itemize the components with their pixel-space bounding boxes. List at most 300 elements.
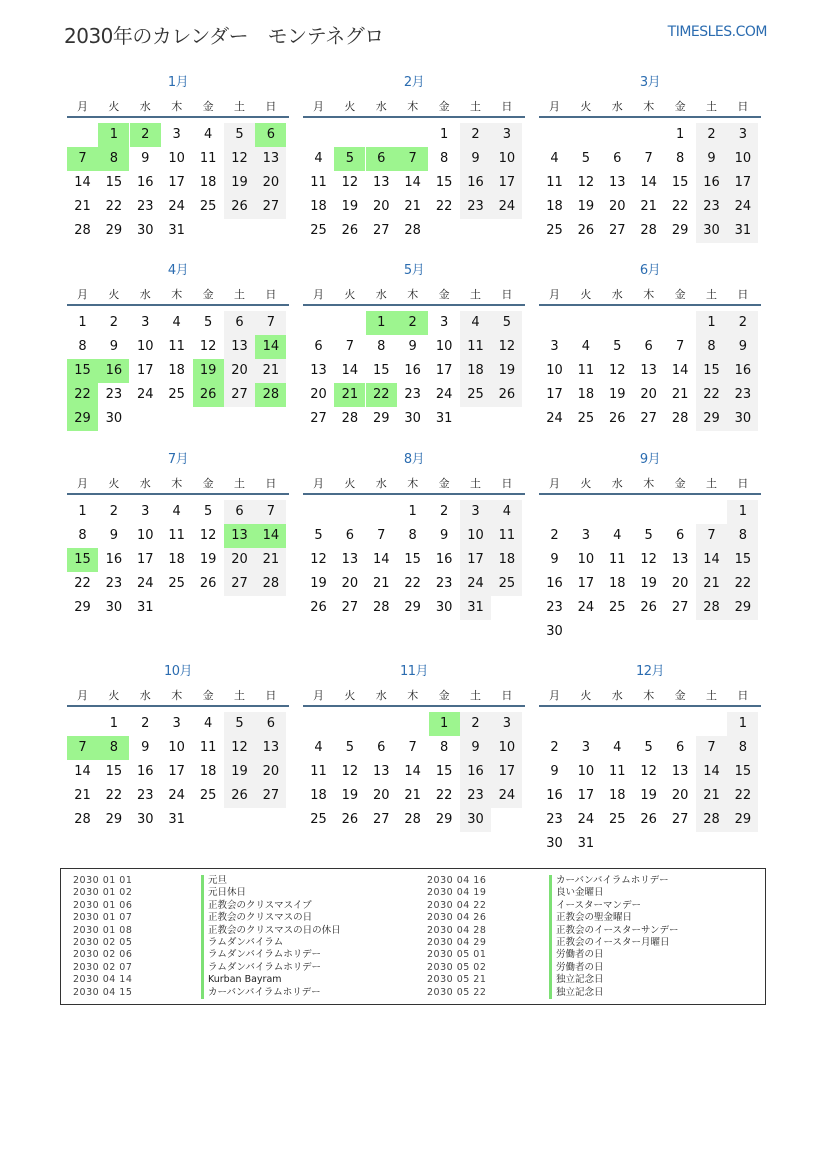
- day-cell[interactable]: 25: [310, 223, 327, 238]
- day-cell[interactable]: 5: [644, 528, 653, 543]
- day-cell[interactable]: 22: [727, 572, 758, 596]
- day-cell[interactable]: 29: [105, 812, 123, 827]
- day-cell[interactable]: 28: [255, 572, 286, 596]
- day-cell[interactable]: 23: [105, 387, 123, 402]
- day-cell[interactable]: 18: [491, 548, 522, 572]
- day-cell[interactable]: 22: [727, 784, 758, 808]
- day-cell[interactable]: 13: [671, 552, 689, 567]
- day-cell[interactable]: 17: [435, 363, 453, 378]
- day-cell[interactable]: 18: [577, 387, 595, 402]
- day-cell[interactable]: 2: [727, 311, 758, 335]
- day-cell[interactable]: 28: [404, 223, 421, 238]
- day-cell[interactable]: 26: [199, 576, 217, 591]
- day-cell[interactable]: 24: [137, 576, 154, 591]
- day-cell[interactable]: 9: [109, 339, 119, 354]
- day-cell[interactable]: 15: [105, 764, 123, 779]
- day-cell[interactable]: 29: [373, 411, 390, 426]
- day-cell[interactable]: 27: [640, 411, 657, 426]
- day-cell[interactable]: 13: [341, 552, 359, 567]
- day-cell[interactable]: 25: [546, 223, 563, 238]
- day-cell[interactable]: 10: [577, 764, 595, 779]
- day-cell[interactable]: 12: [491, 335, 522, 359]
- day-cell[interactable]: 9: [696, 147, 727, 171]
- day-cell[interactable]: 7: [377, 528, 386, 543]
- day-cell[interactable]: 21: [74, 199, 91, 214]
- day-cell[interactable]: 10: [137, 339, 154, 354]
- day-cell[interactable]: 5: [581, 151, 591, 166]
- day-cell[interactable]: 16: [105, 552, 123, 567]
- day-cell[interactable]: 24: [577, 600, 595, 615]
- day-cell[interactable]: 23: [435, 576, 453, 591]
- day-cell[interactable]: 12: [199, 528, 217, 543]
- holiday-day-cell[interactable]: 13: [224, 524, 255, 548]
- day-cell[interactable]: 1: [439, 127, 449, 142]
- day-cell[interactable]: 1: [109, 716, 119, 731]
- day-cell[interactable]: 13: [373, 764, 390, 779]
- day-cell[interactable]: 29: [105, 223, 123, 238]
- day-cell[interactable]: 8: [408, 528, 417, 543]
- day-cell[interactable]: 15: [435, 175, 453, 190]
- day-cell[interactable]: 27: [255, 195, 286, 219]
- day-cell[interactable]: 5: [224, 712, 255, 736]
- holiday-day-cell[interactable]: 5: [334, 147, 365, 171]
- day-cell[interactable]: 1: [408, 504, 417, 519]
- day-cell[interactable]: 30: [460, 808, 491, 832]
- day-cell[interactable]: 26: [577, 223, 595, 238]
- day-cell[interactable]: 12: [341, 764, 359, 779]
- holiday-day-cell[interactable]: 8: [98, 736, 129, 760]
- day-cell[interactable]: 28: [404, 812, 421, 827]
- day-cell[interactable]: 4: [203, 716, 213, 731]
- day-cell[interactable]: 11: [168, 528, 185, 543]
- day-cell[interactable]: 3: [141, 315, 150, 330]
- day-cell[interactable]: 12: [199, 339, 217, 354]
- day-cell[interactable]: 3: [491, 712, 522, 736]
- holiday-day-cell[interactable]: 21: [334, 383, 365, 407]
- day-cell[interactable]: 21: [404, 199, 421, 214]
- day-cell[interactable]: 10: [168, 740, 185, 755]
- day-cell[interactable]: 14: [341, 363, 359, 378]
- day-cell[interactable]: 9: [439, 528, 449, 543]
- day-cell[interactable]: 23: [546, 812, 563, 827]
- day-cell[interactable]: 5: [314, 528, 323, 543]
- day-cell[interactable]: 3: [439, 315, 449, 330]
- day-cell[interactable]: 25: [460, 383, 491, 407]
- day-cell[interactable]: 4: [314, 151, 323, 166]
- day-cell[interactable]: 4: [550, 151, 559, 166]
- day-cell[interactable]: 2: [550, 528, 559, 543]
- day-cell[interactable]: 29: [727, 808, 758, 832]
- holiday-day-cell[interactable]: 15: [67, 359, 98, 383]
- day-cell[interactable]: 24: [168, 788, 185, 803]
- day-cell[interactable]: 7: [255, 500, 286, 524]
- day-cell[interactable]: 17: [168, 764, 185, 779]
- day-cell[interactable]: 4: [460, 311, 491, 335]
- day-cell[interactable]: 2: [439, 504, 449, 519]
- day-cell[interactable]: 4: [172, 504, 181, 519]
- day-cell[interactable]: 13: [609, 175, 626, 190]
- day-cell[interactable]: 21: [255, 548, 286, 572]
- day-cell[interactable]: 9: [460, 147, 491, 171]
- day-cell[interactable]: 16: [546, 576, 563, 591]
- day-cell[interactable]: 15: [105, 175, 123, 190]
- day-cell[interactable]: 31: [577, 836, 595, 851]
- day-cell[interactable]: 15: [435, 764, 453, 779]
- holiday-day-cell[interactable]: 8: [98, 147, 129, 171]
- day-cell[interactable]: 7: [644, 151, 653, 166]
- day-cell[interactable]: 7: [675, 339, 685, 354]
- day-cell[interactable]: 12: [310, 552, 327, 567]
- day-cell[interactable]: 19: [224, 760, 255, 784]
- day-cell[interactable]: 19: [577, 199, 595, 214]
- holiday-day-cell[interactable]: 1: [98, 123, 129, 147]
- day-cell[interactable]: 20: [671, 788, 689, 803]
- day-cell[interactable]: 22: [435, 199, 453, 214]
- day-cell[interactable]: 31: [168, 812, 185, 827]
- day-cell[interactable]: 12: [224, 147, 255, 171]
- day-cell[interactable]: 13: [671, 764, 689, 779]
- day-cell[interactable]: 8: [727, 524, 758, 548]
- day-cell[interactable]: 28: [373, 600, 390, 615]
- day-cell[interactable]: 4: [172, 315, 181, 330]
- day-cell[interactable]: 28: [74, 812, 91, 827]
- day-cell[interactable]: 26: [640, 600, 657, 615]
- day-cell[interactable]: 26: [224, 195, 255, 219]
- day-cell[interactable]: 26: [341, 223, 359, 238]
- day-cell[interactable]: 23: [696, 195, 727, 219]
- day-cell[interactable]: 11: [546, 175, 563, 190]
- day-cell[interactable]: 27: [224, 572, 255, 596]
- day-cell[interactable]: 16: [435, 552, 453, 567]
- day-cell[interactable]: 27: [373, 223, 390, 238]
- day-cell[interactable]: 27: [373, 812, 390, 827]
- day-cell[interactable]: 17: [727, 171, 758, 195]
- day-cell[interactable]: 28: [696, 596, 727, 620]
- day-cell[interactable]: 8: [727, 736, 758, 760]
- holiday-day-cell[interactable]: 1: [366, 311, 397, 335]
- holiday-day-cell[interactable]: 29: [67, 407, 98, 431]
- day-cell[interactable]: 16: [727, 359, 758, 383]
- day-cell[interactable]: 27: [224, 383, 255, 407]
- day-cell[interactable]: 24: [546, 411, 563, 426]
- day-cell[interactable]: 10: [491, 736, 522, 760]
- day-cell[interactable]: 28: [696, 808, 727, 832]
- day-cell[interactable]: 16: [696, 171, 727, 195]
- day-cell[interactable]: 24: [168, 199, 185, 214]
- day-cell[interactable]: 21: [696, 572, 727, 596]
- day-cell[interactable]: 10: [137, 528, 154, 543]
- day-cell[interactable]: 12: [577, 175, 595, 190]
- day-cell[interactable]: 9: [141, 151, 150, 166]
- day-cell[interactable]: 23: [105, 576, 123, 591]
- day-cell[interactable]: 2: [109, 504, 119, 519]
- day-cell[interactable]: 20: [373, 788, 390, 803]
- day-cell[interactable]: 23: [460, 784, 491, 808]
- day-cell[interactable]: 14: [74, 764, 91, 779]
- day-cell[interactable]: 31: [460, 596, 491, 620]
- day-cell[interactable]: 1: [78, 504, 87, 519]
- day-cell[interactable]: 30: [404, 411, 421, 426]
- holiday-day-cell[interactable]: 14: [255, 524, 286, 548]
- day-cell[interactable]: 3: [491, 123, 522, 147]
- day-cell[interactable]: 27: [310, 411, 327, 426]
- day-cell[interactable]: 16: [460, 171, 491, 195]
- day-cell[interactable]: 13: [255, 736, 286, 760]
- day-cell[interactable]: 30: [727, 407, 758, 431]
- day-cell[interactable]: 23: [460, 195, 491, 219]
- day-cell[interactable]: 5: [491, 311, 522, 335]
- day-cell[interactable]: 8: [675, 151, 685, 166]
- day-cell[interactable]: 28: [640, 223, 657, 238]
- day-cell[interactable]: 20: [224, 359, 255, 383]
- day-cell[interactable]: 28: [74, 223, 91, 238]
- day-cell[interactable]: 23: [137, 788, 154, 803]
- day-cell[interactable]: 12: [609, 363, 626, 378]
- day-cell[interactable]: 7: [408, 740, 417, 755]
- day-cell[interactable]: 11: [460, 335, 491, 359]
- day-cell[interactable]: 2: [550, 740, 559, 755]
- holiday-day-cell[interactable]: 7: [397, 147, 428, 171]
- day-cell[interactable]: 11: [199, 151, 217, 166]
- day-cell[interactable]: 6: [224, 500, 255, 524]
- day-cell[interactable]: 7: [696, 524, 727, 548]
- day-cell[interactable]: 24: [577, 812, 595, 827]
- holiday-day-cell[interactable]: 6: [255, 123, 286, 147]
- day-cell[interactable]: 24: [491, 784, 522, 808]
- day-cell[interactable]: 27: [609, 223, 626, 238]
- day-cell[interactable]: 30: [137, 223, 154, 238]
- day-cell[interactable]: 3: [460, 500, 491, 524]
- day-cell[interactable]: 17: [491, 171, 522, 195]
- day-cell[interactable]: 3: [550, 339, 559, 354]
- day-cell[interactable]: 2: [141, 716, 150, 731]
- day-cell[interactable]: 24: [137, 387, 154, 402]
- day-cell[interactable]: 25: [577, 411, 595, 426]
- day-cell[interactable]: 20: [255, 171, 286, 195]
- day-cell[interactable]: 23: [137, 199, 154, 214]
- day-cell[interactable]: 5: [203, 315, 213, 330]
- day-cell[interactable]: 20: [671, 576, 689, 591]
- day-cell[interactable]: 18: [168, 552, 185, 567]
- day-cell[interactable]: 11: [168, 339, 185, 354]
- day-cell[interactable]: 31: [435, 411, 453, 426]
- day-cell[interactable]: 8: [78, 528, 87, 543]
- day-cell[interactable]: 7: [345, 339, 355, 354]
- day-cell[interactable]: 19: [609, 387, 626, 402]
- day-cell[interactable]: 5: [644, 740, 653, 755]
- day-cell[interactable]: 4: [491, 500, 522, 524]
- day-cell[interactable]: 9: [408, 339, 417, 354]
- day-cell[interactable]: 24: [727, 195, 758, 219]
- day-cell[interactable]: 5: [345, 740, 355, 755]
- day-cell[interactable]: 12: [341, 175, 359, 190]
- day-cell[interactable]: 6: [314, 339, 323, 354]
- day-cell[interactable]: 4: [314, 740, 323, 755]
- day-cell[interactable]: 22: [74, 576, 91, 591]
- day-cell[interactable]: 6: [255, 712, 286, 736]
- day-cell[interactable]: 19: [341, 788, 359, 803]
- holiday-day-cell[interactable]: 22: [366, 383, 397, 407]
- day-cell[interactable]: 11: [310, 764, 327, 779]
- day-cell[interactable]: 18: [460, 359, 491, 383]
- day-cell[interactable]: 4: [613, 740, 622, 755]
- day-cell[interactable]: 25: [491, 572, 522, 596]
- day-cell[interactable]: 8: [439, 151, 449, 166]
- day-cell[interactable]: 17: [137, 552, 154, 567]
- day-cell[interactable]: 11: [310, 175, 327, 190]
- day-cell[interactable]: 15: [671, 175, 689, 190]
- day-cell[interactable]: 30: [435, 600, 453, 615]
- day-cell[interactable]: 13: [224, 335, 255, 359]
- day-cell[interactable]: 6: [644, 339, 653, 354]
- day-cell[interactable]: 25: [199, 199, 217, 214]
- day-cell[interactable]: 5: [613, 339, 622, 354]
- day-cell[interactable]: 17: [546, 387, 563, 402]
- day-cell[interactable]: 18: [546, 199, 563, 214]
- holiday-day-cell[interactable]: 6: [366, 147, 397, 171]
- day-cell[interactable]: 23: [404, 387, 421, 402]
- day-cell[interactable]: 3: [727, 123, 758, 147]
- day-cell[interactable]: 19: [341, 199, 359, 214]
- day-cell[interactable]: 27: [671, 600, 689, 615]
- day-cell[interactable]: 15: [727, 760, 758, 784]
- day-cell[interactable]: 6: [613, 151, 622, 166]
- day-cell[interactable]: 29: [696, 407, 727, 431]
- day-cell[interactable]: 21: [74, 788, 91, 803]
- day-cell[interactable]: 30: [105, 600, 123, 615]
- day-cell[interactable]: 18: [168, 363, 185, 378]
- day-cell[interactable]: 26: [341, 812, 359, 827]
- day-cell[interactable]: 5: [203, 504, 213, 519]
- day-cell[interactable]: 16: [404, 363, 421, 378]
- day-cell[interactable]: 29: [435, 812, 453, 827]
- day-cell[interactable]: 15: [373, 363, 390, 378]
- day-cell[interactable]: 10: [435, 339, 453, 354]
- day-cell[interactable]: 12: [224, 736, 255, 760]
- day-cell[interactable]: 26: [224, 784, 255, 808]
- day-cell[interactable]: 25: [609, 812, 626, 827]
- day-cell[interactable]: 18: [310, 788, 327, 803]
- day-cell[interactable]: 10: [491, 147, 522, 171]
- day-cell[interactable]: 14: [696, 760, 727, 784]
- day-cell[interactable]: 24: [491, 195, 522, 219]
- day-cell[interactable]: 21: [671, 387, 689, 402]
- day-cell[interactable]: 8: [439, 740, 449, 755]
- day-cell[interactable]: 3: [172, 716, 181, 731]
- day-cell[interactable]: 11: [199, 740, 217, 755]
- day-cell[interactable]: 23: [727, 383, 758, 407]
- day-cell[interactable]: 8: [78, 339, 87, 354]
- day-cell[interactable]: 3: [141, 504, 150, 519]
- day-cell[interactable]: 17: [460, 548, 491, 572]
- day-cell[interactable]: 26: [609, 411, 626, 426]
- day-cell[interactable]: 4: [581, 339, 591, 354]
- day-cell[interactable]: 4: [203, 127, 213, 142]
- holiday-day-cell[interactable]: 14: [255, 335, 286, 359]
- day-cell[interactable]: 25: [168, 576, 185, 591]
- day-cell[interactable]: 24: [460, 572, 491, 596]
- day-cell[interactable]: 2: [460, 123, 491, 147]
- day-cell[interactable]: 27: [255, 784, 286, 808]
- day-cell[interactable]: 24: [435, 387, 453, 402]
- day-cell[interactable]: 6: [675, 740, 685, 755]
- day-cell[interactable]: 30: [105, 411, 123, 426]
- day-cell[interactable]: 22: [696, 383, 727, 407]
- day-cell[interactable]: 19: [640, 576, 657, 591]
- day-cell[interactable]: 22: [671, 199, 689, 214]
- day-cell[interactable]: 30: [696, 219, 727, 243]
- day-cell[interactable]: 16: [460, 760, 491, 784]
- day-cell[interactable]: 26: [491, 383, 522, 407]
- holiday-day-cell[interactable]: 15: [67, 548, 98, 572]
- day-cell[interactable]: 10: [546, 363, 563, 378]
- day-cell[interactable]: 21: [373, 576, 390, 591]
- day-cell[interactable]: 29: [727, 596, 758, 620]
- day-cell[interactable]: 17: [577, 576, 595, 591]
- holiday-day-cell[interactable]: 16: [98, 359, 129, 383]
- day-cell[interactable]: 6: [675, 528, 685, 543]
- day-cell[interactable]: 13: [640, 363, 657, 378]
- day-cell[interactable]: 30: [546, 624, 563, 639]
- day-cell[interactable]: 11: [609, 764, 626, 779]
- brand-logo-text[interactable]: TIMESLES.COM: [667, 24, 767, 40]
- day-cell[interactable]: 25: [168, 387, 185, 402]
- day-cell[interactable]: 10: [168, 151, 185, 166]
- day-cell[interactable]: 16: [137, 764, 154, 779]
- day-cell[interactable]: 12: [640, 764, 657, 779]
- day-cell[interactable]: 20: [373, 199, 390, 214]
- day-cell[interactable]: 17: [491, 760, 522, 784]
- day-cell[interactable]: 9: [550, 764, 559, 779]
- day-cell[interactable]: 10: [460, 524, 491, 548]
- day-cell[interactable]: 3: [581, 528, 591, 543]
- day-cell[interactable]: 10: [727, 147, 758, 171]
- holiday-day-cell[interactable]: 2: [130, 123, 161, 147]
- holiday-day-cell[interactable]: 26: [193, 383, 224, 407]
- day-cell[interactable]: 30: [137, 812, 154, 827]
- day-cell[interactable]: 15: [727, 548, 758, 572]
- day-cell[interactable]: 4: [613, 528, 622, 543]
- day-cell[interactable]: 25: [199, 788, 217, 803]
- day-cell[interactable]: 2: [460, 712, 491, 736]
- day-cell[interactable]: 28: [341, 411, 359, 426]
- day-cell[interactable]: 18: [609, 788, 626, 803]
- day-cell[interactable]: 17: [137, 363, 154, 378]
- day-cell[interactable]: 31: [727, 219, 758, 243]
- day-cell[interactable]: 14: [696, 548, 727, 572]
- day-cell[interactable]: 9: [141, 740, 150, 755]
- day-cell[interactable]: 25: [609, 600, 626, 615]
- day-cell[interactable]: 1: [727, 500, 758, 524]
- day-cell[interactable]: 30: [546, 836, 563, 851]
- day-cell[interactable]: 6: [345, 528, 355, 543]
- holiday-day-cell[interactable]: 1: [429, 712, 460, 736]
- day-cell[interactable]: 21: [696, 784, 727, 808]
- day-cell[interactable]: 14: [404, 764, 421, 779]
- day-cell[interactable]: 19: [224, 171, 255, 195]
- day-cell[interactable]: 14: [373, 552, 390, 567]
- day-cell[interactable]: 11: [577, 363, 595, 378]
- day-cell[interactable]: 19: [310, 576, 327, 591]
- holiday-day-cell[interactable]: 7: [67, 147, 98, 171]
- day-cell[interactable]: 14: [640, 175, 657, 190]
- day-cell[interactable]: 9: [460, 736, 491, 760]
- day-cell[interactable]: 21: [640, 199, 657, 214]
- day-cell[interactable]: 8: [377, 339, 386, 354]
- holiday-day-cell[interactable]: 22: [67, 383, 98, 407]
- day-cell[interactable]: 13: [310, 363, 327, 378]
- day-cell[interactable]: 19: [199, 552, 217, 567]
